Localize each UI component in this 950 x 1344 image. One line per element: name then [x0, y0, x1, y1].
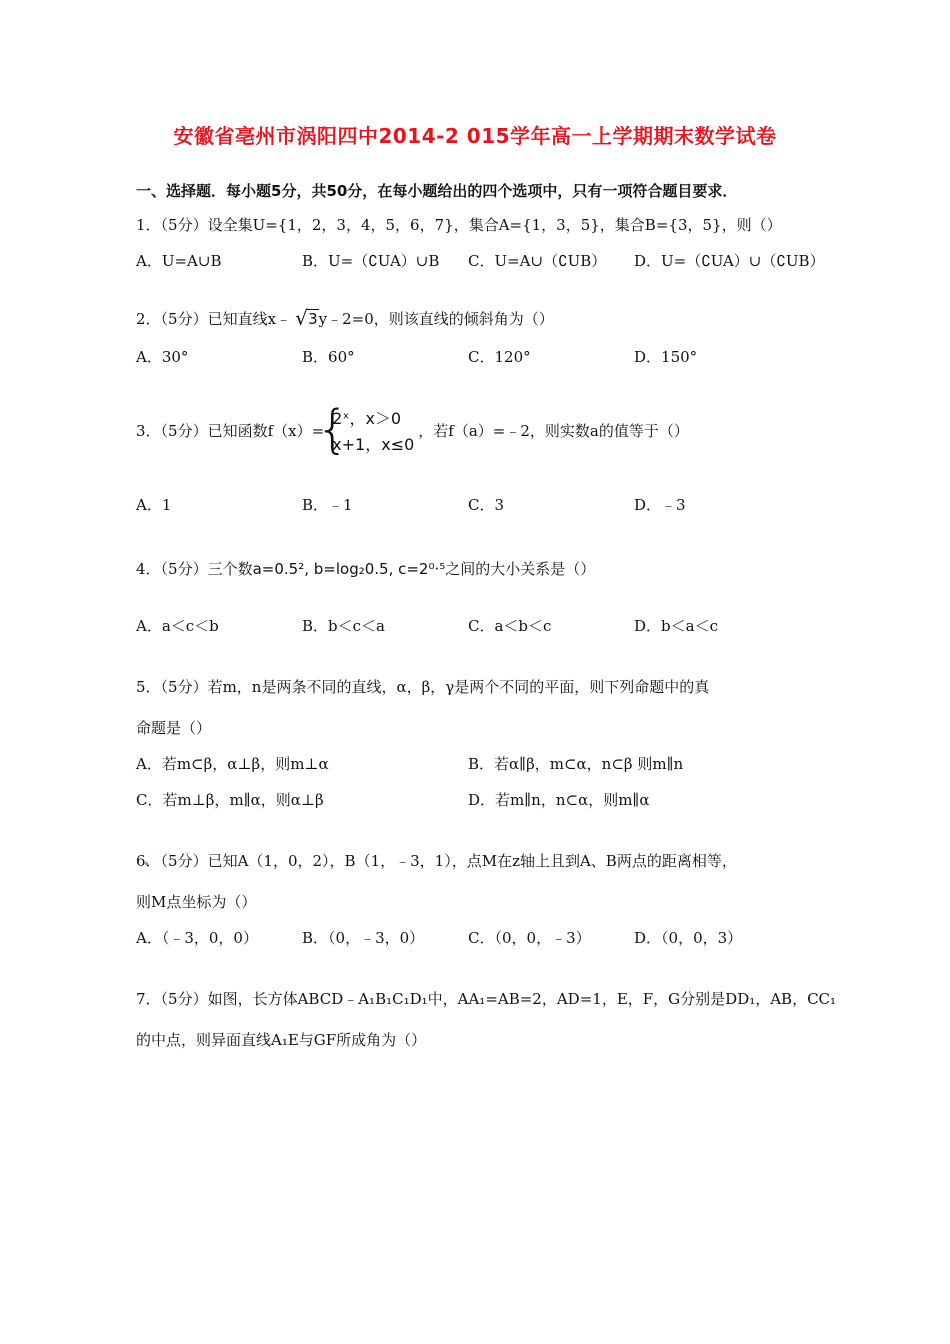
question-5-stem-line-1: 5．（5分）若m，n是两条不同的直线，α，β，γ是两个不同的平面，则下列命题中的真	[136, 678, 710, 696]
question-5-option-a: A．若m⊂β，α⊥β，则m⊥α	[136, 755, 329, 773]
question-3-stem	[136, 400, 689, 460]
question-4-option-b: B．b＜c＜a	[302, 617, 385, 635]
question-2-stem	[136, 308, 554, 329]
question-5-option-b: B．若α∥β，m⊂α，n⊂β 则m∥n	[468, 755, 684, 773]
question-6-option-d: D．（0，0，3）	[634, 929, 743, 947]
question-1-option-a: A．U=A∪B	[136, 252, 222, 270]
piecewise-function	[316, 400, 415, 460]
question-6-option-c: C．（0，0，﹣3）	[468, 929, 591, 947]
question-3-option-c: C．3	[468, 496, 505, 514]
section-heading: 一、选择题．每小题5分，共50分，在每小题给出的四个选项中，只有一项符合题目要求．	[136, 182, 738, 200]
question-3-option-d: D．﹣3	[634, 496, 686, 514]
question-6-stem-line-2: 则M点坐标为（）	[136, 893, 257, 911]
question-3-option-a: A．1	[136, 496, 172, 514]
question-4-expression: a=0.5², b=log₂0.5, c=2⁰·⁵	[252, 560, 446, 578]
piecewise-case-1: 2ˣ，x＞0	[332, 409, 402, 428]
question-2-stem-pre: 2．（5分）已知直线x﹣	[136, 310, 292, 328]
radical-sign-icon: √	[295, 306, 308, 330]
question-6-stem-line-1: 6．（5分）已知A（1，0，2），B（1，﹣3，1），点M在z轴上且到A、B两点的距离相等，	[136, 852, 737, 870]
question-6-option-a: A．（﹣3，0，0）	[136, 929, 258, 947]
question-2-option-a: A．30°	[136, 348, 189, 366]
question-1-stem: 1．（5分）设全集U={1，2，3，4，5，6，7}，集合A={1，3，5}，集合B={3，5}，则（）	[136, 216, 782, 234]
question-4-option-d: D．b＜a＜c	[634, 617, 718, 635]
question-4-stem-pre: 4．（5分）三个数	[136, 560, 253, 578]
question-2-option-d: D．150°	[634, 348, 698, 366]
piecewise-case-2: x+1，x≤0	[332, 435, 415, 454]
question-6-option-b: B．（0，﹣3，0）	[302, 929, 425, 947]
radicand: 3	[308, 310, 318, 328]
page-title: 安徽省亳州市涡阳四中2014-2 015学年高一上学期期末数学试卷	[173, 124, 777, 148]
question-2-option-c: C．120°	[468, 348, 531, 366]
question-5-option-c: C．若m⊥β，m∥α，则α⊥β	[136, 791, 324, 809]
question-7-stem-line-2: 的中点，则异面直线A₁E与GF所成角为（）	[136, 1031, 427, 1049]
question-5-stem-line-2: 命题是（）	[136, 719, 212, 737]
question-4-option-a: A．a＜c＜b	[136, 617, 219, 635]
question-1-option-b: B．U=（∁UA）∪B	[302, 252, 440, 270]
question-1-option-d: D．U=（∁UA）∪（∁UB）	[634, 252, 825, 270]
brace-icon: {	[316, 400, 350, 460]
question-4-stem-post: 之间的大小关系是（）	[445, 560, 596, 578]
question-3-stem-post: ，若f（a）=﹣2，则实数a的值等于（）	[418, 422, 689, 440]
question-3-stem-pre: 3．（5分）已知函数f（x）=	[136, 422, 325, 440]
question-2-option-b: B．60°	[302, 348, 355, 366]
question-1-option-c: C．U=A∪（∁UB）	[468, 252, 607, 270]
sqrt-expression	[295, 306, 319, 330]
question-3-option-b: B．﹣1	[302, 496, 353, 514]
question-2-stem-post: y﹣2=0，则该直线的倾斜角为（）	[318, 310, 554, 328]
question-5-option-d: D．若m∥n，n⊂α，则m∥α	[468, 791, 650, 809]
question-4-stem	[136, 558, 595, 579]
question-7-stem-line-1: 7．（5分）如图，长方体ABCD﹣A₁B₁C₁D₁中，AA₁=AB=2，AD=1，E，F，G分别是DD₁，AB，CC₁	[136, 990, 837, 1008]
question-4-option-c: C．a＜b＜c	[468, 617, 552, 635]
